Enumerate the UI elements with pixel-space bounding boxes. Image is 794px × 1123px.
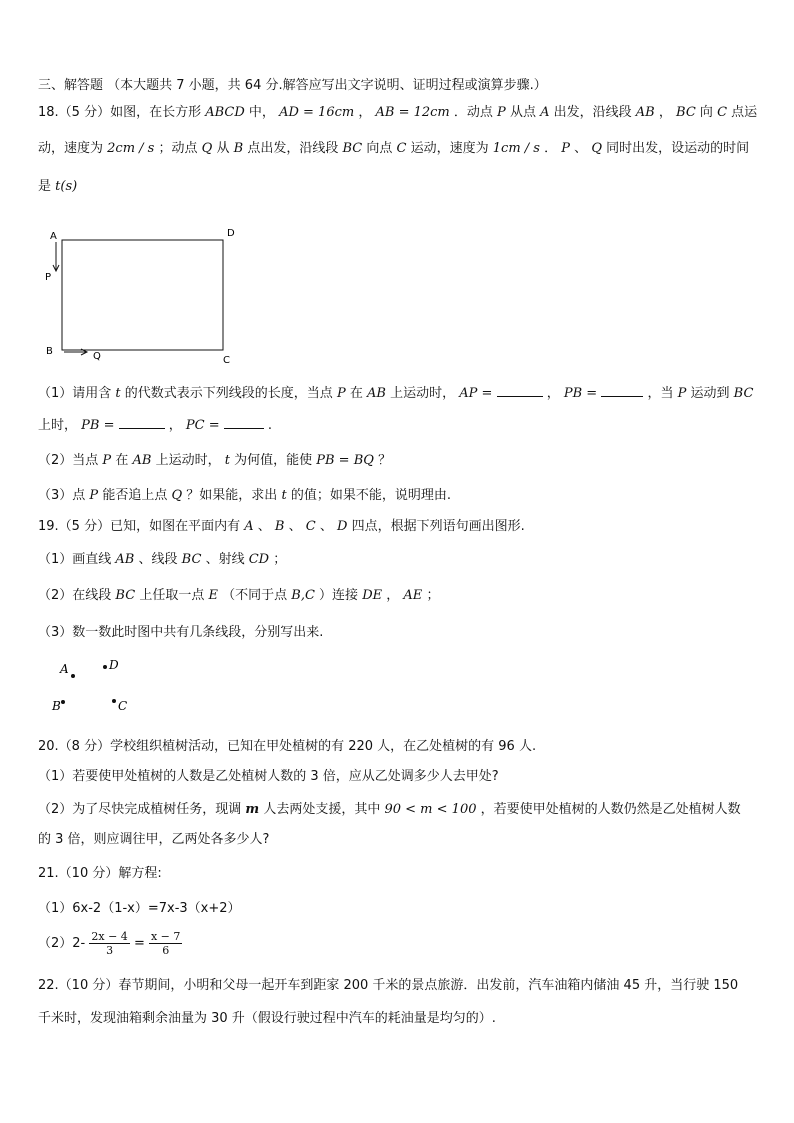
q18-text: 是 [38, 179, 52, 194]
math-c: C [717, 105, 728, 120]
equals-sign: = [133, 936, 145, 951]
label-a: A [60, 662, 69, 676]
rectangle-abcd [62, 240, 223, 350]
q18-text: ，当 [647, 386, 674, 401]
q18-text: ， [168, 418, 182, 433]
math-e: E [208, 588, 218, 603]
math-q: Q [591, 141, 602, 156]
q18-text: 18.（5 分）如图，在长方形 [38, 105, 202, 120]
label-q: Q [93, 351, 101, 362]
q19-sub3: （3）数一数此时图中共有几条线段，分别写出来. [38, 625, 324, 640]
q20-sub2-line2: 的 3 倍，则应调往甲，乙两处各多少人? [38, 832, 270, 847]
math-t: t [281, 488, 287, 503]
q21-sub1: （1）6x-2（1-x）=7x-3（x+2） [38, 901, 241, 916]
label-a: A [50, 231, 57, 242]
q18-sub3 [38, 487, 451, 505]
q19-line-1 [38, 518, 525, 536]
math-m-range: 90 < m < 100 [384, 802, 477, 817]
q21-line-1: 21.（10 分）解方程: [38, 866, 162, 881]
math-ab: AB = 12cm [375, 105, 450, 120]
q18-sub1-line2 [38, 416, 272, 435]
q18-line-2 [38, 140, 749, 158]
q21-sub2 [38, 930, 182, 958]
fraction-1-denominator: 3 [106, 944, 114, 957]
q18-text: 的代数式表示下列线段的长度，当点 [124, 386, 333, 401]
math-ad: AD = 16cm [279, 105, 355, 120]
math-a: A [244, 519, 254, 534]
q19-text: （1）画直线 [38, 552, 112, 567]
math-t: t [115, 386, 121, 401]
math-ab: AB [115, 552, 135, 567]
math-q: Q [201, 141, 213, 156]
q18-text: ？ [378, 453, 392, 468]
math-t: t [224, 453, 230, 468]
q19-text: 19.（5 分）已知，如图在平面内有 [38, 519, 241, 534]
math-ap: AP = [459, 386, 493, 401]
q18-text: ， [358, 105, 372, 120]
fraction-2 [149, 930, 182, 957]
math-p: P [497, 105, 506, 120]
math-p: P [561, 141, 571, 156]
math-time: t(s) [55, 179, 78, 194]
q18-text: 上运动时， [155, 453, 221, 468]
q18-text: 点运 [731, 105, 758, 120]
q18-text: 出发，沿线段 [553, 105, 632, 120]
q20-line-1: 20.（8 分）学校组织植树活动，已知在甲处植树的有 220 人，在乙处植树的有 96 人. [38, 739, 537, 754]
q18-line-3 [38, 178, 77, 196]
math-rect: ABCD [205, 105, 245, 120]
q18-sub1-line1 [38, 384, 753, 403]
q18-text: . [267, 418, 273, 433]
math-pb-eq-bq: PB = BQ [316, 453, 374, 468]
label-d: D [109, 658, 119, 672]
q20-sub2-line1 [38, 801, 741, 819]
q18-text: ？如果能，求出 [186, 488, 278, 503]
math-a: A [540, 105, 550, 120]
q19-sub2 [38, 587, 439, 605]
math-c: C [396, 141, 407, 156]
q22-line-2: 千米时，发现油箱剩余油量为 30 升（假设行驶过程中汽车的耗油量是均匀的）. [38, 1011, 496, 1026]
point-b [61, 700, 65, 704]
math-bc-points: B,C [291, 588, 315, 603]
q18-text: ， [546, 386, 560, 401]
q19-text: 上任取一点 [139, 588, 205, 603]
q18-text: 在 [115, 453, 129, 468]
q18-line-1 [38, 104, 757, 122]
q19-text: 、线段 [138, 552, 178, 567]
q18-text: 同时出发，设运动的时间 [606, 141, 750, 156]
math-p: P [102, 453, 112, 468]
math-bc: BC [181, 552, 202, 567]
q18-text: 向 [699, 105, 713, 120]
q19-text: ； [273, 552, 287, 567]
q18-text: 上时， [38, 418, 78, 433]
answer-blank-pb-bc[interactable] [119, 416, 165, 429]
q19-text: 、 [319, 519, 333, 534]
q18-text: 运动到 [690, 386, 730, 401]
answer-blank-pc[interactable] [224, 416, 264, 429]
math-bc: BC [115, 588, 136, 603]
q18-text: 为何值，能使 [234, 453, 313, 468]
label-b: B [52, 699, 61, 713]
q18-text: 的值；如果不能，说明理由. [290, 488, 451, 503]
math-b: B [233, 141, 244, 156]
math-pb: PB = [563, 386, 598, 401]
q18-text: （3）点 [38, 488, 86, 503]
point-a [71, 674, 75, 678]
math-m: m [245, 802, 260, 817]
q18-text: 向点 [366, 141, 393, 156]
math-p: P [677, 386, 687, 401]
q19-text: （2）在线段 [38, 588, 112, 603]
q19-sub1 [38, 551, 286, 569]
answer-blank-pb[interactable] [601, 384, 643, 397]
math-ab: AB [132, 453, 152, 468]
q18-rectangle-figure [40, 226, 250, 366]
label-b: B [46, 346, 53, 357]
math-ab: AB [367, 386, 386, 401]
math-bc: BC [676, 105, 696, 120]
fraction-1 [89, 930, 129, 957]
q18-text: 、 [574, 141, 588, 156]
math-bc: BC [342, 141, 363, 156]
q18-text: 上运动时， [390, 386, 456, 401]
math-speed-p: 2cm / s [107, 141, 155, 156]
math-de: DE [362, 588, 383, 603]
q20-text: ，若要使甲处植树的人数仍然是乙处植树人数 [480, 802, 741, 817]
math-ae: AE [403, 588, 423, 603]
q20-text: （2）为了尽快完成植树任务，现调 [38, 802, 242, 817]
q19-text: （不同于点 [222, 588, 288, 603]
fraction-1-numerator: 2x − 4 [91, 930, 128, 943]
q18-text: ；动点 [158, 141, 198, 156]
math-d: D [337, 519, 348, 534]
math-q: Q [171, 488, 183, 503]
point-c [112, 699, 116, 703]
math-p: P [89, 488, 99, 503]
q20-text: 人去两处支援，其中 [263, 802, 381, 817]
math-b: B [274, 519, 285, 534]
math-speed-q: 1cm / s [492, 141, 540, 156]
math-c: C [305, 519, 316, 534]
q18-text: 点出发，沿线段 [247, 141, 339, 156]
section-heading: 三、解答题 （本大题共 7 小题，共 64 分.解答应写出文字说明、证明过程或演算步骤.） [38, 78, 547, 93]
q18-text: 从 [216, 141, 230, 156]
math-cd: CD [248, 552, 270, 567]
math-pb: PB = [81, 418, 115, 433]
q18-sub2 [38, 452, 391, 470]
q20-sub1: （1）若要使甲处植树的人数是乙处植树人数的 3 倍，应从乙处调多少人去甲处? [38, 769, 499, 784]
math-bc: BC [733, 386, 754, 401]
q22-line-1: 22.（10 分）春节期间，小明和父母一起开车到距家 200 千米的景点旅游．出发前，汽车油箱内储油 45 升，当行驶 150 [38, 978, 739, 993]
label-c: C [223, 355, 230, 366]
q18-text: 动，速度为 [38, 141, 104, 156]
q19-text: ； [426, 588, 440, 603]
fraction-2-numerator: x − 7 [150, 930, 181, 943]
q19-points-figure [48, 656, 148, 716]
label-d: D [227, 228, 235, 239]
q19-text: 、射线 [205, 552, 245, 567]
q18-text: （2）当点 [38, 453, 99, 468]
q19-text: ， [386, 588, 400, 603]
q18-text: （1）请用含 [38, 386, 112, 401]
q19-text: 四点，根据下列语句画出图形. [351, 519, 525, 534]
q18-text: ． [544, 141, 558, 156]
q19-text: 、 [257, 519, 271, 534]
q18-text: 从点 [509, 105, 536, 120]
q18-text: ．动点 [453, 105, 493, 120]
fraction-2-denominator: 6 [162, 944, 170, 957]
q18-text: 能否追上点 [102, 488, 168, 503]
label-c: C [118, 699, 128, 713]
q19-text: 、 [288, 519, 302, 534]
math-p: P [336, 386, 346, 401]
math-pc: PC = [185, 418, 220, 433]
q18-text: 运动，速度为 [410, 141, 489, 156]
answer-blank-ap[interactable] [497, 384, 543, 397]
q19-text: ）连接 [319, 588, 359, 603]
label-p: P [45, 272, 52, 283]
q18-text: 中， [248, 105, 275, 120]
q18-text: 在 [349, 386, 363, 401]
math-ab: AB [635, 105, 655, 120]
point-d [103, 665, 107, 669]
q18-text: ， [658, 105, 672, 120]
q21-text: （2）2- [38, 936, 86, 951]
